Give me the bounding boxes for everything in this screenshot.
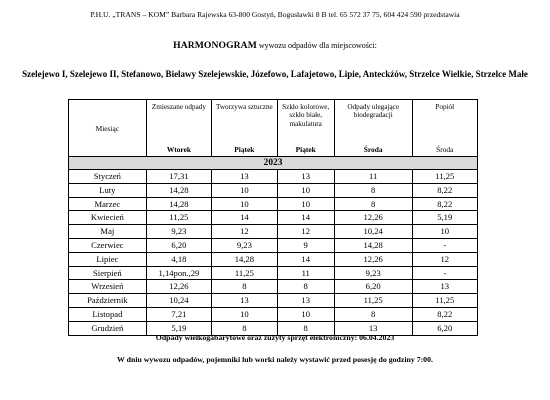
date-cell: 13 [277,170,334,184]
date-cell: 9,23 [146,225,211,239]
date-cell: 12 [277,225,334,239]
date-cell: 9 [277,238,334,252]
month-cell: Kwiecień [69,211,147,225]
date-cell: 8 [277,280,334,294]
date-cell: 10,24 [334,225,412,239]
date-cell: 14,28 [212,252,277,266]
date-cell: 13 [212,170,277,184]
date-cell: 8,22 [412,183,477,197]
date-cell: - [412,238,477,252]
column-label: Odpady ulegające biodegradacji [347,103,400,120]
collection-instruction: W dniu wywozu odpadów, pojemniki lub worki należy wystawić przed posesję do godziny 7:00. [117,355,433,364]
table-row [69,238,478,252]
date-cell: 6,20 [146,238,211,252]
month-cell: Luty [69,183,147,197]
date-cell: - [412,266,477,280]
date-cell: 13 [334,321,412,335]
column-day: Piątek [295,144,316,154]
date-cell: 8,22 [412,197,477,211]
table-row [69,211,478,225]
title-rest: wywozu odpadów dla miejscowości: [256,41,377,50]
month-cell: Grudzień [69,321,147,335]
date-cell: 12,26 [146,280,211,294]
date-cell: 12 [212,225,277,239]
date-cell: 10 [212,197,277,211]
date-cell: 13 [277,294,334,308]
date-cell: 4,18 [146,252,211,266]
date-cell: 11,25 [146,211,211,225]
date-cell: 14,28 [146,197,211,211]
column-label: Tworzywa sztuczne [215,103,273,111]
date-cell: 10 [277,197,334,211]
date-cell: 11,25 [412,294,477,308]
date-cell: 13 [412,280,477,294]
date-cell: 14,28 [146,183,211,197]
date-cell: 7,21 [146,307,211,321]
company-line: P.H.U. „TRANS – KOM” Barbara Rajewska 63-800 Gostyń, Bogusławki 8 B tel. 65 572 37 75, 604 424 590 przedstawia [90,10,460,19]
date-cell: 8 [212,280,277,294]
date-cell: 13 [212,294,277,308]
bulky-waste-note: Odpady wielkogabarytowe oraz zużyty sprzęt elektroniczny: 06.04.2023 [155,333,395,342]
date-cell: 5,19 [146,321,211,335]
date-cell: 8 [334,183,412,197]
table-row [69,197,478,211]
date-cell: 14 [277,211,334,225]
date-cell: 8 [212,321,277,335]
date-cell: 8,22 [412,307,477,321]
column-label: Szkło kolorowe, szkło białe, makulatura [282,103,330,128]
column-day: Środa [363,144,383,154]
villages-list: Szelejewo I, Szelejewo II, Stefanowo, Bielawy Szelejewskie, Józefowo, Lafajetowo, Lipie, Anteckźów, Strzelce Wielkie, Strzelce Małe [22,69,528,79]
date-cell: 11,25 [412,170,477,184]
year-label: 2023 [69,157,478,170]
table-header-row [69,100,478,157]
date-cell: 1,14pon.,29 [146,266,211,280]
column-label: Popiół [435,103,455,111]
date-cell: 8 [334,197,412,211]
column-header-plastics [212,100,277,157]
month-cell: Maj [69,225,147,239]
title-bold: HARMONOGRAM [173,40,257,51]
date-cell: 10,24 [146,294,211,308]
date-cell: 9,23 [212,238,277,252]
table-row [69,280,478,294]
month-cell: Styczeń [69,170,147,184]
date-cell: 5,19 [412,211,477,225]
date-cell: 14 [277,252,334,266]
column-day: Środa [436,144,454,154]
date-cell: 12,26 [334,252,412,266]
date-cell: 10 [212,307,277,321]
date-cell: 8 [334,307,412,321]
date-cell: 11,25 [212,266,277,280]
month-cell: Lipiec [69,252,147,266]
date-cell: 11 [277,266,334,280]
table-row [69,225,478,239]
month-cell: Marzec [69,197,147,211]
column-header-glass-paper [277,100,334,157]
month-cell: Czerwiec [69,238,147,252]
date-cell: 14,28 [334,238,412,252]
month-cell: Wrzesień [69,280,147,294]
date-cell: 10 [212,183,277,197]
table-row [69,170,478,184]
column-day: Wtorek [166,144,191,154]
date-cell: 17,31 [146,170,211,184]
date-cell: 6,20 [412,321,477,335]
year-row [69,157,478,170]
month-header: Miesiąc [69,100,147,157]
date-cell: 12,26 [334,211,412,225]
table-row [69,294,478,308]
date-cell: 14 [212,211,277,225]
month-cell: Październik [69,294,147,308]
column-header-mixed [146,100,211,157]
document-title [0,40,550,51]
column-label: Zmieszane odpady [151,103,206,111]
date-cell: 11,25 [334,294,412,308]
date-cell: 9,23 [334,266,412,280]
column-day: Piątek [234,144,255,154]
date-cell: 6,20 [334,280,412,294]
collection-schedule-table [68,99,478,336]
date-cell: 11 [334,170,412,184]
date-cell: 10 [277,183,334,197]
table-row [69,266,478,280]
table-row [69,183,478,197]
date-cell: 12 [412,252,477,266]
date-cell: 10 [412,225,477,239]
month-cell: Sierpień [69,266,147,280]
month-cell: Listopad [69,307,147,321]
date-cell: 8 [277,321,334,335]
table-row [69,307,478,321]
date-cell: 10 [277,307,334,321]
column-header-bio [334,100,412,157]
table-row [69,252,478,266]
column-header-ash [412,100,477,157]
